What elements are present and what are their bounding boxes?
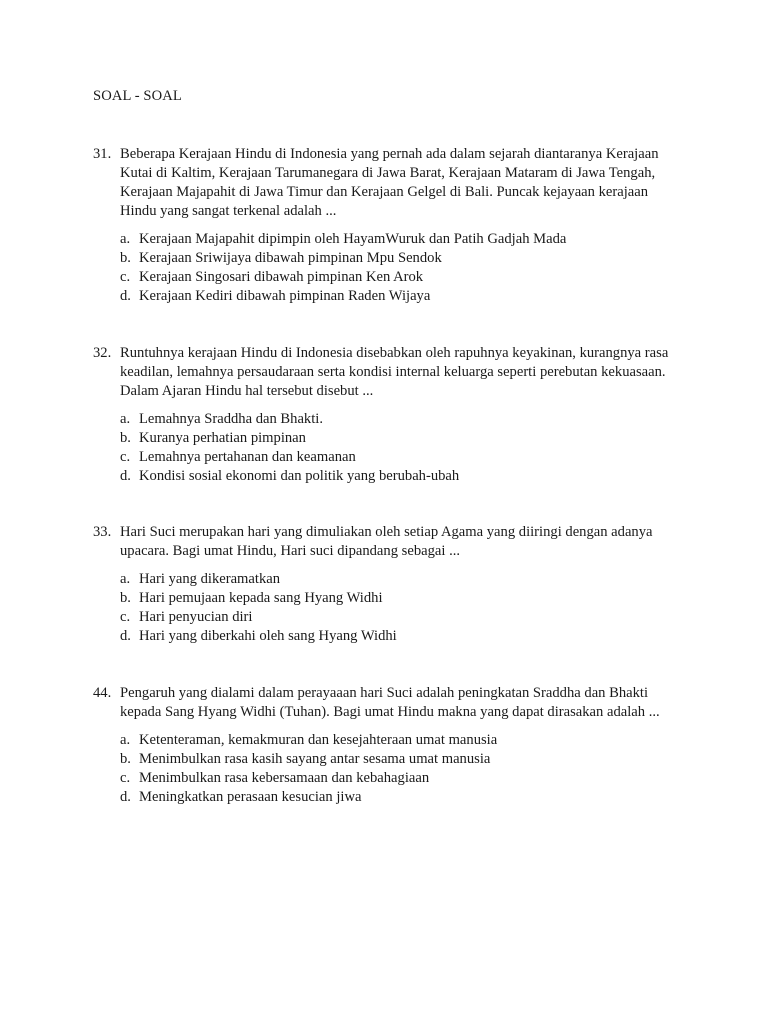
- option-letter: d.: [120, 468, 131, 484]
- option-a: [120, 570, 693, 589]
- option-letter: b.: [120, 590, 131, 606]
- option-a: [120, 731, 693, 750]
- option-letter: c.: [120, 269, 131, 285]
- option-c: [120, 608, 693, 627]
- option-letter: c.: [120, 449, 131, 465]
- option-text: Lemahnya pertahanan dan keamanan: [139, 449, 356, 465]
- option-text: Kerajaan Singosari dibawah pimpinan Ken Arok: [139, 269, 424, 285]
- option-letter: d.: [120, 288, 131, 304]
- answer-options: [120, 230, 693, 306]
- answer-options: [120, 570, 693, 646]
- option-letter: a.: [120, 411, 131, 427]
- question-text: Pengaruh yang dialami dalam perayaaan hari Suci adalah peningkatan Sraddha dan Bhakti kepada Sang Hyang Widhi (Tuhan). Bagi umat Hindu makna yang dapat dirasakan adalah ...: [120, 685, 660, 720]
- option-b: [120, 589, 693, 608]
- option-b: [120, 750, 693, 769]
- option-text: Kondisi sosial ekonomi dan politik yang berubah-ubah: [139, 468, 460, 484]
- option-c: [120, 268, 693, 287]
- question-text: Hari Suci merupakan hari yang dimuliakan oleh setiap Agama yang diiringi dengan adanya upacara. Bagi umat Hindu, Hari suci dipandang sebagai ...: [120, 524, 653, 559]
- answer-options: [120, 410, 693, 486]
- option-letter: d.: [120, 789, 131, 805]
- option-a: [120, 230, 693, 249]
- option-b: [120, 249, 693, 268]
- option-letter: a.: [120, 571, 131, 587]
- option-c: [120, 448, 693, 467]
- question-text: Runtuhnya kerajaan Hindu di Indonesia disebabkan oleh rapuhnya keyakinan, kurangnya rasa keadilan, lemahnya persaudaraan serta kondisi internal keluarga seperti perebutan kekuasaan. Dalam Ajaran Hindu hal tersebut disebut ...: [120, 345, 669, 399]
- option-letter: c.: [120, 770, 131, 786]
- option-text: Hari yang diberkahi oleh sang Hyang Widhi: [139, 628, 397, 644]
- page-title: SOAL - SOAL: [93, 88, 182, 104]
- option-text: Kerajaan Majapahit dipimpin oleh HayamWuruk dan Patih Gadjah Mada: [139, 231, 567, 247]
- option-text: Menimbulkan rasa kebersamaan dan kebahagiaan: [139, 770, 430, 786]
- option-b: [120, 429, 693, 448]
- option-letter: a.: [120, 231, 131, 247]
- option-letter: b.: [120, 751, 131, 767]
- answer-options: [120, 731, 693, 807]
- question-31: [93, 145, 693, 321]
- option-d: [120, 627, 693, 646]
- option-text: Ketenteraman, kemakmuran dan kesejahteraan umat manusia: [139, 732, 498, 748]
- question-33: [93, 523, 693, 661]
- option-a: [120, 410, 693, 429]
- option-text: Kerajaan Sriwijaya dibawah pimpinan Mpu Sendok: [139, 250, 442, 266]
- option-d: [120, 788, 693, 807]
- option-text: Meningkatkan perasaan kesucian jiwa: [139, 789, 362, 805]
- question-number: 32.: [93, 345, 112, 361]
- question-32: [93, 344, 693, 501]
- option-letter: b.: [120, 430, 131, 446]
- question-number: 44.: [93, 685, 112, 701]
- option-text: Hari penyucian diri: [139, 609, 253, 625]
- option-text: Kuranya perhatian pimpinan: [139, 430, 306, 446]
- option-text: Menimbulkan rasa kasih sayang antar sesama umat manusia: [139, 751, 491, 767]
- option-text: Kerajaan Kediri dibawah pimpinan Raden Wijaya: [139, 288, 431, 304]
- question-text: Beberapa Kerajaan Hindu di Indonesia yang pernah ada dalam sejarah diantaranya Kerajaan Kutai di Kaltim, Kerajaan Tarumanegara di Jawa Barat, Kerajaan Mataram di Jawa Tengah, Kerajaan Majapahit di Jawa Timur dan Kerajaan Gelgel di Bali. Puncak kejayaan kerajaan Hindu yang sangat terkenal adalah ...: [120, 146, 659, 219]
- option-letter: c.: [120, 609, 131, 625]
- option-d: [120, 287, 693, 306]
- option-letter: a.: [120, 732, 131, 748]
- option-text: Hari pemujaan kepada sang Hyang Widhi: [139, 590, 383, 606]
- question-44: [93, 684, 693, 822]
- option-c: [120, 769, 693, 788]
- question-number: 31.: [93, 146, 112, 162]
- option-letter: d.: [120, 628, 131, 644]
- option-text: Lemahnya Sraddha dan Bhakti.: [139, 411, 323, 427]
- question-number: 33.: [93, 524, 112, 540]
- option-text: Hari yang dikeramatkan: [139, 571, 281, 587]
- option-d: [120, 467, 693, 486]
- option-letter: b.: [120, 250, 131, 266]
